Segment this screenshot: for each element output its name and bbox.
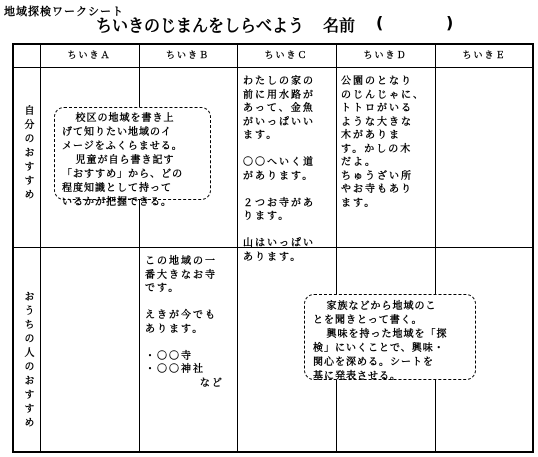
- grid-line: [14, 67, 532, 68]
- page-title: ちいきのじまんをしらべよう: [96, 15, 305, 36]
- grid-line: [40, 45, 41, 451]
- name-close-paren: ): [446, 13, 454, 32]
- cell-family-area-b: この地域の一 番大きなお寺 です。 えきが今でも あります。 ・〇〇寺 ・〇〇神社 など: [145, 256, 224, 389]
- column-header-e: ちいきＥ: [462, 51, 507, 61]
- worksheet-table: [12, 43, 534, 453]
- row-label-self: 自分のおすすめ: [22, 105, 33, 203]
- name-open-paren: (: [376, 13, 384, 32]
- column-header-a: ちいきＡ: [67, 51, 112, 61]
- column-header-b: ちいきＢ: [165, 51, 210, 61]
- teacher-note-self: 校区の地域を書き上 げて知りたい地域のイ メージをふくらませる。 児童が自ら書き記す 「おすすめ」から、どの 程度知識として持って いるかが把握できる。: [54, 107, 211, 200]
- column-header-d: ちいきＤ: [363, 51, 408, 61]
- grid-line: [336, 45, 337, 451]
- column-header-c: ちいきＣ: [264, 51, 309, 61]
- teacher-note-family: 家族などから地域のこ とを聞きとって書く。 興味を持った地域を「探 検」にいくことで、興味・ 関心を深める。シートを 基に発表させる。: [304, 294, 476, 380]
- grid-line: [237, 45, 238, 451]
- worksheet-label: 地域探検ワークシート: [4, 5, 124, 18]
- grid-line: [139, 45, 140, 451]
- row-label-family: おうちの人のおすすめ: [22, 291, 33, 431]
- name-label: 名前: [323, 16, 356, 35]
- cell-self-area-d: 公園のとなり のじんじゃに、 トトロがいる ような大きな 木がありま す。かしの木 だよ。 ちゅうざい所 やお寺もあり ます。: [341, 76, 425, 209]
- grid-line: [435, 45, 436, 451]
- cell-self-area-c: わたしの家の 前に用水路が あって、金魚 がいっぱいい ます。 〇〇へいく道 があります。 ２つお寺があ ります。 山はいっぱい あります。: [243, 76, 315, 263]
